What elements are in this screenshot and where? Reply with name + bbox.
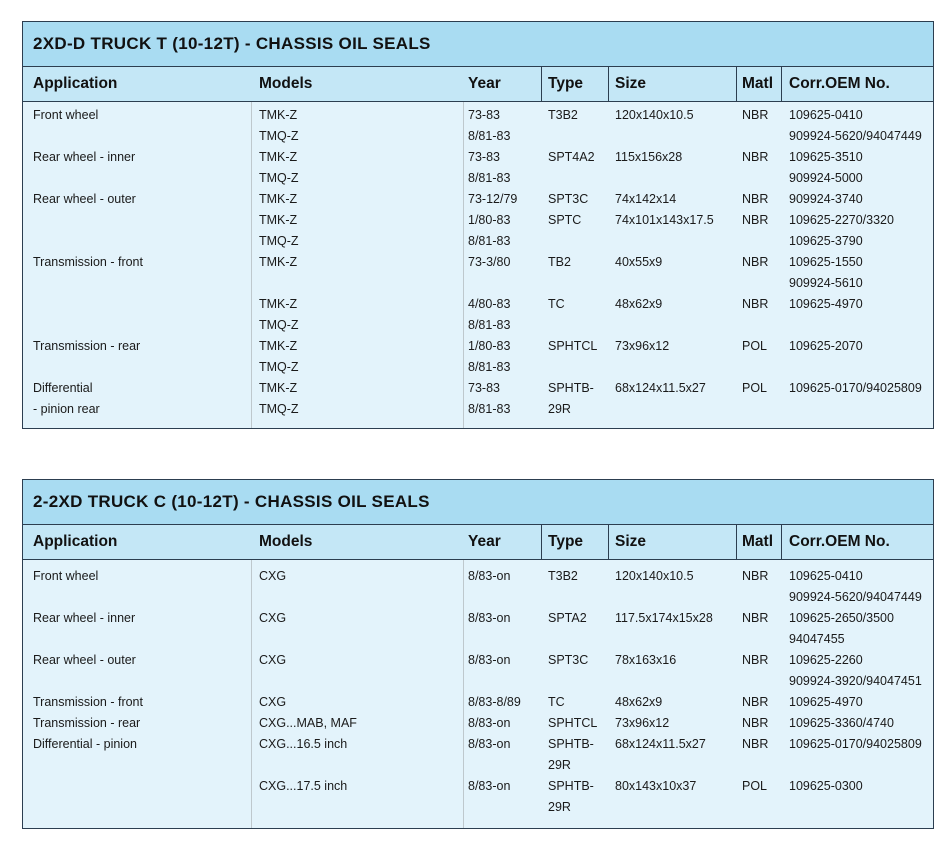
cell-oem: 909924-5000	[789, 171, 863, 185]
cell-application: Rear wheel - outer	[33, 653, 136, 667]
cell-model: CXG...MAB, MAF	[259, 716, 357, 730]
cell-oem: 909924-5610	[789, 276, 863, 290]
cell-application: Rear wheel - outer	[33, 192, 136, 206]
cell-application: - pinion rear	[33, 402, 100, 416]
table-body	[23, 102, 933, 428]
cell-matl: POL	[742, 779, 768, 793]
cell-size: 78x163x16	[615, 653, 677, 667]
header-year: Year	[468, 75, 501, 92]
cell-matl: NBR	[742, 611, 769, 625]
cell-oem: 109625-1550	[789, 255, 863, 269]
header-year: Year	[468, 533, 501, 550]
cell-application: Transmission - front	[33, 695, 143, 709]
cell-model: TMK-Z	[259, 255, 298, 269]
cell-size: 80x143x10x37	[615, 779, 697, 793]
cell-year: 8/81-83	[468, 234, 511, 248]
cell-model: TMK-Z	[259, 213, 298, 227]
header-divider	[541, 525, 542, 559]
cell-model: TMK-Z	[259, 297, 298, 311]
column-header-row	[23, 67, 933, 102]
cell-oem: 109625-0410	[789, 569, 863, 583]
column-guide	[463, 560, 464, 828]
cell-oem: 109625-2270/3320	[789, 213, 894, 227]
cell-matl: NBR	[742, 297, 769, 311]
cell-year: 8/83-on	[468, 716, 511, 730]
cell-year: 8/83-on	[468, 653, 511, 667]
header-divider	[736, 525, 737, 559]
cell-application: Transmission - rear	[33, 716, 141, 730]
cell-size: 74x142x14	[615, 192, 677, 206]
cell-application: Differential - pinion	[33, 737, 137, 751]
table-title: 2XD-D TRUCK T (10-12T) - CHASSIS OIL SEALS	[23, 22, 933, 67]
table-row	[23, 147, 933, 168]
cell-model: TMQ-Z	[259, 360, 299, 374]
cell-matl: NBR	[742, 108, 769, 122]
cell-year: 1/80-83	[468, 213, 511, 227]
cell-size: 40x55x9	[615, 255, 663, 269]
cell-oem: 109625-0170/94025809	[789, 737, 922, 751]
cell-matl: NBR	[742, 569, 769, 583]
cell-model: TMQ-Z	[259, 318, 299, 332]
cell-model: TMQ-Z	[259, 129, 299, 143]
cell-oem: 909924-5620/94047449	[789, 129, 922, 143]
cell-type: SPHTB-	[548, 737, 594, 751]
cell-oem: 909924-3920/94047451	[789, 674, 922, 688]
cell-size: 68x124x11.5x27	[615, 737, 706, 751]
cell-matl: NBR	[742, 653, 769, 667]
header-matl: Matl	[742, 533, 773, 550]
cell-application: Transmission - front	[33, 255, 143, 269]
cell-application: Front wheel	[33, 108, 99, 122]
cell-model: TMK-Z	[259, 108, 298, 122]
cell-application: Rear wheel - inner	[33, 150, 136, 164]
header-divider	[541, 67, 542, 101]
cell-year: 73-83	[468, 108, 500, 122]
table-row	[23, 671, 933, 692]
table-title: 2-2XD TRUCK C (10-12T) - CHASSIS OIL SEALS	[23, 480, 933, 525]
table-row	[23, 294, 933, 315]
cell-model: TMK-Z	[259, 381, 298, 395]
cell-model: TMK-Z	[259, 192, 298, 206]
cell-year: 8/83-8/89	[468, 695, 521, 709]
table-row	[23, 566, 933, 587]
header-size: Size	[615, 533, 647, 550]
cell-matl: NBR	[742, 150, 769, 164]
table-row	[23, 776, 933, 797]
header-divider	[781, 525, 782, 559]
cell-oem: 109625-0300	[789, 779, 863, 793]
cell-model: TMQ-Z	[259, 402, 299, 416]
header-type: Type	[548, 533, 584, 550]
cell-model: CXG	[259, 695, 287, 709]
cell-year: 8/83-on	[468, 569, 511, 583]
cell-oem: 109625-2650/3500	[789, 611, 894, 625]
cell-size: 74x101x143x17.5	[615, 213, 714, 227]
cell-size: 120x140x10.5	[615, 108, 694, 122]
cell-matl: POL	[742, 381, 768, 395]
cell-model: CXG	[259, 611, 287, 625]
table-row	[23, 399, 933, 420]
header-type: Type	[548, 75, 584, 92]
header-models: Models	[259, 533, 313, 550]
header-divider	[608, 67, 609, 101]
cell-matl: POL	[742, 339, 768, 353]
cell-year: 8/83-on	[468, 611, 511, 625]
cell-oem: 109625-3360/4740	[789, 716, 894, 730]
cell-oem: 94047455	[789, 632, 845, 646]
table-row	[23, 608, 933, 629]
table-row	[23, 357, 933, 378]
cell-model: CXG	[259, 569, 287, 583]
cell-oem: 109625-0170/94025809	[789, 381, 922, 395]
cell-application: Differential	[33, 381, 93, 395]
cell-type: SPHTCL	[548, 716, 598, 730]
cell-oem: 109625-2260	[789, 653, 863, 667]
cell-model: CXG...17.5 inch	[259, 779, 348, 793]
cell-year: 1/80-83	[468, 339, 511, 353]
header-matl: Matl	[742, 75, 773, 92]
cell-size: 117.5x174x15x28	[615, 611, 713, 625]
header-oem: Corr.OEM No.	[789, 533, 890, 550]
header-application: Application	[33, 533, 118, 550]
cell-size: 73x96x12	[615, 339, 670, 353]
table-row	[23, 713, 933, 734]
cell-application: Rear wheel - inner	[33, 611, 136, 625]
cell-matl: NBR	[742, 737, 769, 751]
header-divider	[736, 67, 737, 101]
cell-oem: 109625-4970	[789, 297, 863, 311]
cell-size: 120x140x10.5	[615, 569, 694, 583]
cell-year: 8/81-83	[468, 129, 511, 143]
cell-year: 8/83-on	[468, 737, 511, 751]
table-row	[23, 126, 933, 147]
table-row	[23, 252, 933, 273]
cell-type: 29R	[548, 758, 571, 772]
cell-oem: 109625-3510	[789, 150, 863, 164]
cell-size: 48x62x9	[615, 297, 663, 311]
cell-type: TC	[548, 695, 565, 709]
cell-year: 73-83	[468, 381, 500, 395]
header-size: Size	[615, 75, 647, 92]
cell-type: SPT3C	[548, 653, 589, 667]
cell-matl: NBR	[742, 716, 769, 730]
cell-oem: 109625-3790	[789, 234, 863, 248]
cell-oem: 109625-2070	[789, 339, 863, 353]
table-row	[23, 231, 933, 252]
cell-year: 8/81-83	[468, 360, 511, 374]
cell-matl: NBR	[742, 695, 769, 709]
cell-model: CXG	[259, 653, 287, 667]
table-row	[23, 315, 933, 336]
table-row	[23, 273, 933, 294]
cell-model: TMQ-Z	[259, 171, 299, 185]
table-panel-2	[22, 479, 934, 829]
cell-model: CXG...16.5 inch	[259, 737, 348, 751]
cell-year: 8/83-on	[468, 779, 511, 793]
cell-matl: NBR	[742, 192, 769, 206]
header-application: Application	[33, 75, 118, 92]
table-row	[23, 755, 933, 776]
table-row	[23, 650, 933, 671]
cell-year: 73-12/79	[468, 192, 518, 206]
table-row	[23, 210, 933, 231]
cell-model: TMK-Z	[259, 339, 298, 353]
cell-type: SPHTB-	[548, 779, 594, 793]
cell-type: SPT3C	[548, 192, 589, 206]
cell-year: 73-3/80	[468, 255, 511, 269]
cell-year: 73-83	[468, 150, 500, 164]
cell-oem: 109625-0410	[789, 108, 863, 122]
table-row	[23, 168, 933, 189]
header-divider	[781, 67, 782, 101]
column-guide	[251, 560, 252, 828]
header-models: Models	[259, 75, 313, 92]
cell-type: T3B2	[548, 569, 578, 583]
table-row	[23, 734, 933, 755]
cell-size: 68x124x11.5x27	[615, 381, 706, 395]
cell-application: Transmission - rear	[33, 339, 141, 353]
cell-type: 29R	[548, 402, 571, 416]
cell-matl: NBR	[742, 255, 769, 269]
cell-size: 73x96x12	[615, 716, 670, 730]
cell-matl: NBR	[742, 213, 769, 227]
cell-year: 4/80-83	[468, 297, 511, 311]
cell-type: T3B2	[548, 108, 578, 122]
cell-type: SPHTB-	[548, 381, 594, 395]
table-row	[23, 797, 933, 818]
table-row	[23, 378, 933, 399]
table-panel-1	[22, 21, 934, 429]
table-row	[23, 336, 933, 357]
column-header-row	[23, 525, 933, 560]
table-row	[23, 105, 933, 126]
cell-type: SPT4A2	[548, 150, 595, 164]
cell-oem: 109625-4970	[789, 695, 863, 709]
cell-size: 115x156x28	[615, 150, 683, 164]
cell-model: TMQ-Z	[259, 234, 299, 248]
table-row	[23, 587, 933, 608]
column-guide	[251, 102, 252, 428]
cell-year: 8/81-83	[468, 318, 511, 332]
cell-type: TB2	[548, 255, 571, 269]
cell-type: SPHTCL	[548, 339, 598, 353]
cell-model: TMK-Z	[259, 150, 298, 164]
header-divider	[608, 525, 609, 559]
cell-oem: 909924-5620/94047449	[789, 590, 922, 604]
cell-application: Front wheel	[33, 569, 99, 583]
cell-year: 8/81-83	[468, 171, 511, 185]
cell-type: TC	[548, 297, 565, 311]
header-oem: Corr.OEM No.	[789, 75, 890, 92]
table-row	[23, 692, 933, 713]
cell-type: SPTC	[548, 213, 582, 227]
table-body	[23, 560, 933, 828]
column-guide	[463, 102, 464, 428]
cell-year: 8/81-83	[468, 402, 511, 416]
cell-oem: 909924-3740	[789, 192, 863, 206]
cell-type: 29R	[548, 800, 571, 814]
table-row	[23, 629, 933, 650]
table-row	[23, 189, 933, 210]
cell-type: SPTA2	[548, 611, 587, 625]
cell-size: 48x62x9	[615, 695, 663, 709]
